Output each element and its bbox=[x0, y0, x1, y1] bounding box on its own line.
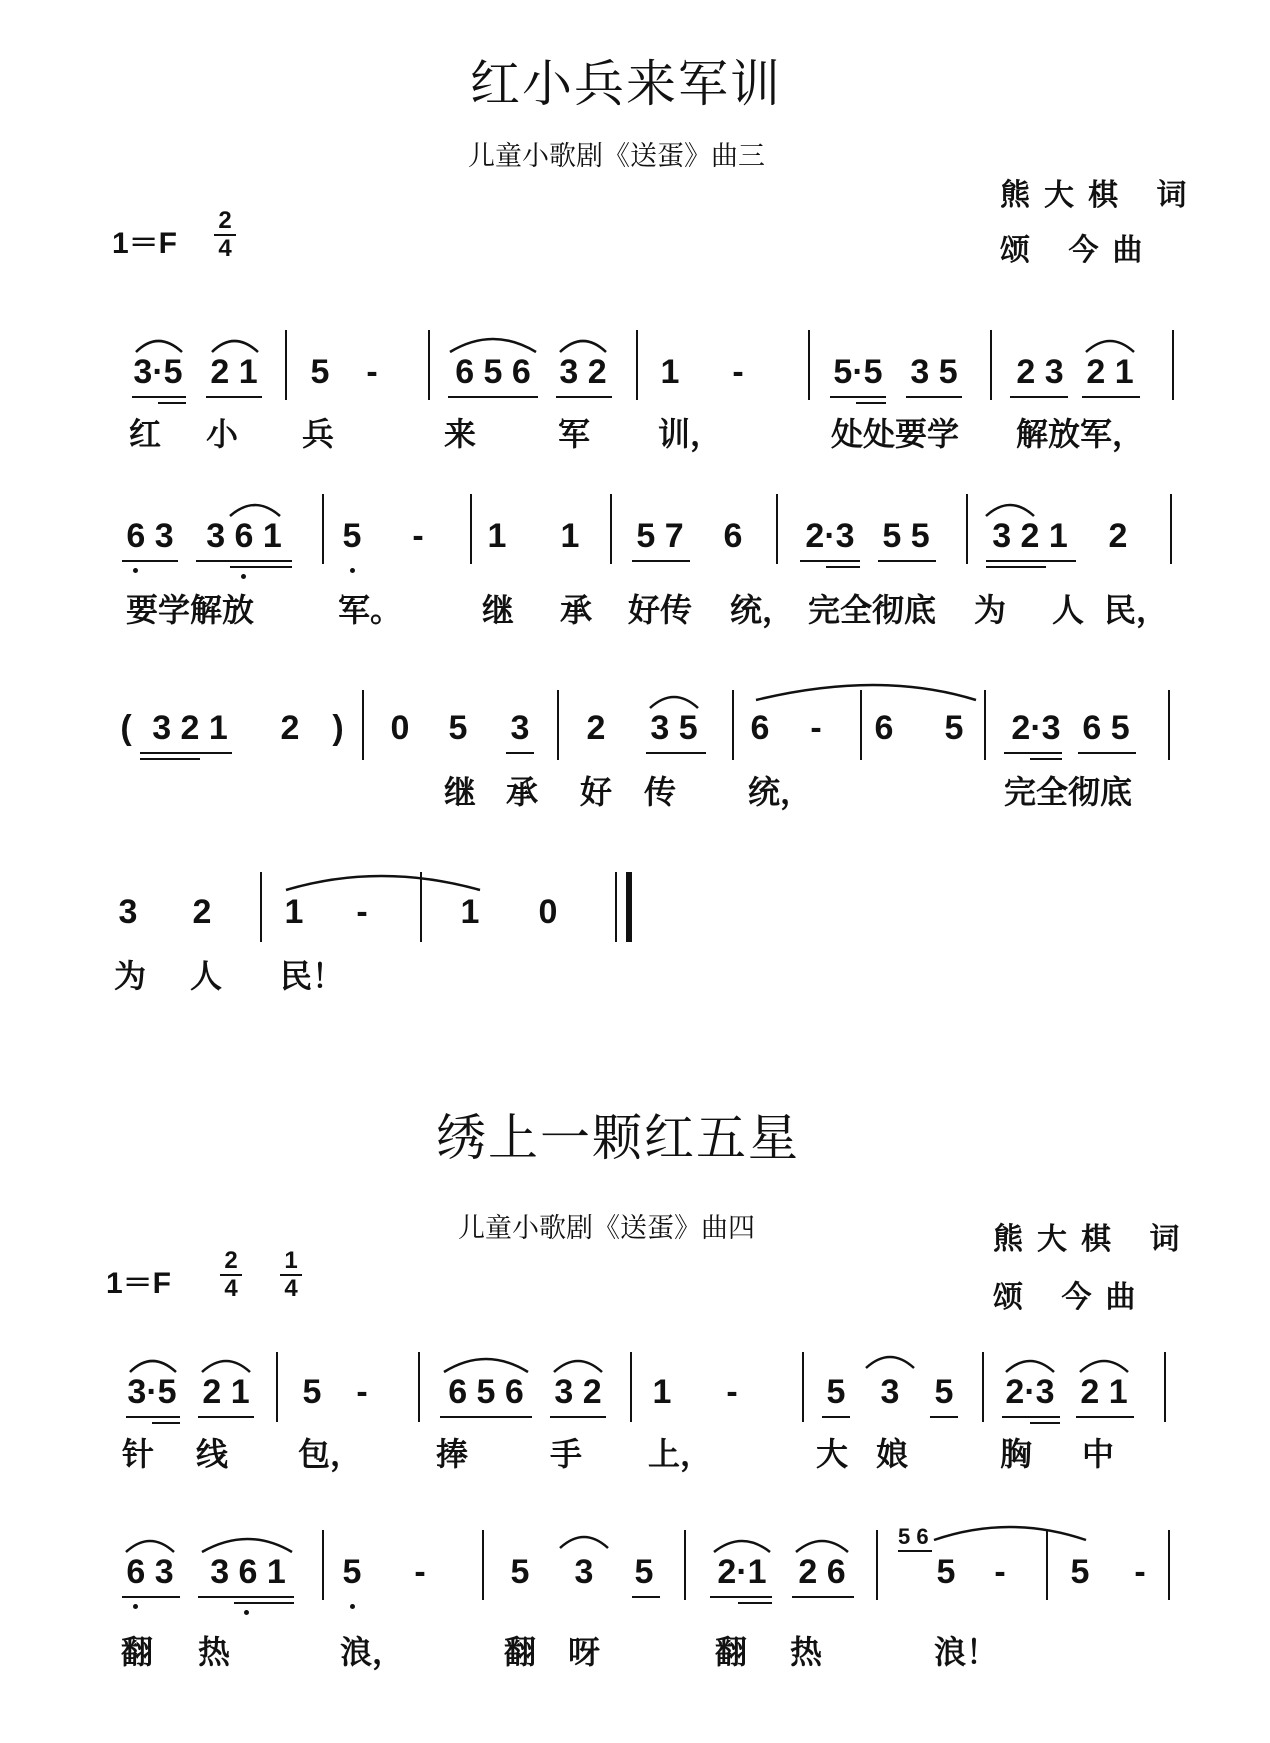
note-group: 3 5 bbox=[910, 353, 958, 391]
note-group: 2·3 bbox=[1011, 709, 1061, 747]
note-group: 2·3 bbox=[805, 517, 855, 555]
lyric: 民， bbox=[1103, 591, 1169, 629]
song2-key: 1＝F bbox=[106, 1267, 172, 1300]
lyric: 翻 bbox=[120, 1633, 154, 1671]
note-group: 6 5 6 bbox=[448, 1373, 524, 1411]
note-group: 3·5 bbox=[133, 353, 183, 391]
time-sig-denominator: 4 bbox=[284, 1275, 298, 1302]
lyric: 为 bbox=[973, 591, 1007, 629]
song1-key: 1＝F bbox=[112, 227, 178, 260]
lyric: 浪！ bbox=[933, 1633, 999, 1671]
song1-title: 红小兵来军训 bbox=[470, 55, 782, 113]
lyric: 胸 bbox=[999, 1435, 1033, 1473]
lyric: 要学解放 bbox=[125, 591, 255, 629]
lyric: 为 bbox=[113, 957, 147, 995]
note-group: - bbox=[732, 353, 744, 391]
lyric: 承 bbox=[559, 591, 593, 629]
note-group: - bbox=[356, 893, 368, 931]
note-group: 2·3 bbox=[1005, 1373, 1055, 1411]
note-group: - bbox=[726, 1373, 738, 1411]
lyric: 承 bbox=[505, 773, 539, 811]
note-group: 2·1 bbox=[717, 1553, 767, 1591]
lyric: 翻 bbox=[714, 1633, 748, 1671]
note-group: 2 6 bbox=[798, 1553, 846, 1591]
time-sig-denominator: 4 bbox=[224, 1275, 238, 1302]
lyric: 捧 bbox=[435, 1435, 469, 1473]
lyric: 人 bbox=[1051, 591, 1085, 629]
note-group: 6 bbox=[750, 709, 770, 747]
grace-notes: 5 6 bbox=[898, 1524, 929, 1549]
lyric: 翻 bbox=[503, 1633, 537, 1671]
note-group: 2 1 bbox=[202, 1373, 250, 1411]
lyric: 上， bbox=[647, 1435, 713, 1473]
lyric: 完全彻底 bbox=[1003, 773, 1133, 811]
note-group: 0 bbox=[390, 709, 410, 747]
lyric: 好传 bbox=[627, 591, 693, 629]
time-sig-numerator: 2 bbox=[224, 1247, 238, 1274]
lyric: 娘 bbox=[875, 1435, 909, 1473]
lyric: 训， bbox=[657, 415, 723, 453]
lyric: 小 bbox=[205, 415, 239, 453]
note-group: - bbox=[1134, 1553, 1146, 1591]
note-group: 5 bbox=[342, 1553, 362, 1591]
note-group: - bbox=[810, 709, 822, 747]
note-group: 3·5 bbox=[127, 1373, 177, 1411]
note-group: 2 1 bbox=[210, 353, 258, 391]
lyric: 解放军， bbox=[1015, 415, 1145, 453]
song2-composer: 颂 今曲 bbox=[993, 1280, 1150, 1315]
lyric: 传 bbox=[643, 773, 677, 811]
note-group: 6 5 bbox=[1082, 709, 1130, 747]
note-group: 0 bbox=[538, 893, 558, 931]
note-group: - bbox=[412, 517, 424, 555]
note-group: 5 bbox=[936, 1553, 956, 1591]
note-group: 1 bbox=[487, 517, 507, 555]
note-group: 3 2 bbox=[559, 353, 607, 391]
note-group: 5 bbox=[448, 709, 468, 747]
note-group: 5 bbox=[302, 1373, 322, 1411]
song2-lyricist: 熊大棋 词 bbox=[993, 1222, 1194, 1257]
song1-lyricist: 熊大棋 词 bbox=[1000, 178, 1201, 213]
note-group: 2 1 bbox=[1086, 353, 1134, 391]
note-group: - bbox=[414, 1553, 426, 1591]
note-group: 3 6 1 bbox=[206, 517, 282, 555]
note-group: 6 3 bbox=[126, 1553, 174, 1591]
note-group: 1 bbox=[560, 517, 580, 555]
note-group: - bbox=[356, 1373, 368, 1411]
note-group: 1 bbox=[460, 893, 480, 931]
note-group: 6 bbox=[723, 517, 743, 555]
lyric: 民！ bbox=[279, 957, 345, 995]
note-group: 3 bbox=[880, 1373, 900, 1411]
lyric: 包， bbox=[297, 1435, 363, 1473]
lyric: 大 bbox=[815, 1435, 849, 1473]
note-group: 3 bbox=[118, 893, 138, 931]
paren-close: ) bbox=[332, 709, 344, 747]
song1-subtitle: 儿童小歌剧《送蛋》曲三 bbox=[468, 141, 765, 172]
time-sig-numerator: 2 bbox=[218, 207, 232, 234]
lyric: 军。 bbox=[337, 591, 403, 629]
note-group: 5 bbox=[944, 709, 964, 747]
lyric: 统， bbox=[729, 591, 795, 629]
note-group: - bbox=[366, 353, 378, 391]
note-group: 5 7 bbox=[636, 517, 684, 555]
lyric: 线 bbox=[195, 1435, 229, 1473]
note-group: 2 3 bbox=[1016, 353, 1064, 391]
lyric: 好 bbox=[579, 773, 613, 811]
paren-open: ( bbox=[120, 709, 132, 747]
note-group: 5 bbox=[826, 1373, 846, 1411]
lyric: 继 bbox=[481, 591, 515, 629]
note-group: 3 2 1 bbox=[992, 517, 1068, 555]
note-group: 2 bbox=[586, 709, 606, 747]
lyric: 呀 bbox=[567, 1633, 601, 1671]
note-group: - bbox=[994, 1553, 1006, 1591]
lyric: 来 bbox=[443, 415, 477, 453]
note-group: 1 bbox=[284, 893, 304, 931]
lyric: 中 bbox=[1081, 1435, 1115, 1473]
time-sig-numerator: 1 bbox=[284, 1247, 298, 1274]
lyric: 热 bbox=[197, 1633, 231, 1671]
note-group: 6 3 bbox=[126, 517, 174, 555]
note-group: 5 bbox=[934, 1373, 954, 1411]
note-group: 5 bbox=[310, 353, 330, 391]
note-group: 6 bbox=[874, 709, 894, 747]
lyric: 兵 bbox=[301, 415, 335, 453]
lyric: 继 bbox=[443, 773, 477, 811]
note-group: 3 6 1 bbox=[210, 1553, 286, 1591]
note-group: 3 bbox=[574, 1553, 594, 1591]
time-sig-denominator: 4 bbox=[218, 235, 232, 262]
lyric: 手 bbox=[549, 1435, 583, 1473]
song2-subtitle: 儿童小歌剧《送蛋》曲四 bbox=[458, 1213, 755, 1244]
note-group: 1 bbox=[660, 353, 680, 391]
note-group: 6 5 6 bbox=[455, 353, 531, 391]
note-group: 2 1 bbox=[1080, 1373, 1128, 1411]
note-group: 3 bbox=[510, 709, 530, 747]
note-group: 5·5 bbox=[833, 353, 883, 391]
note-group: 3 2 1 bbox=[152, 709, 228, 747]
note-group: 2 bbox=[1108, 517, 1128, 555]
note-group: 5 bbox=[342, 517, 362, 555]
note-group: 3 5 bbox=[650, 709, 698, 747]
song2-title: 绣上一颗红五星 bbox=[436, 1109, 800, 1167]
note-group: 3 2 bbox=[554, 1373, 602, 1411]
note-group: 2 bbox=[192, 893, 212, 931]
lyric: 统， bbox=[747, 773, 813, 811]
note-group: 5 bbox=[1070, 1553, 1090, 1591]
note-group: 5 bbox=[510, 1553, 530, 1591]
lyric: 热 bbox=[789, 1633, 823, 1671]
note-group: 2 bbox=[280, 709, 300, 747]
note-group: 5 5 bbox=[882, 517, 930, 555]
lyric: 人 bbox=[189, 957, 223, 995]
lyric: 完全彻底 bbox=[807, 591, 937, 629]
note-group: 5 bbox=[634, 1553, 654, 1591]
lyric: 军 bbox=[557, 415, 591, 453]
lyric: 红 bbox=[128, 415, 162, 453]
lyric: 处处要学 bbox=[830, 415, 960, 453]
song1-composer: 颂 今曲 bbox=[1000, 233, 1157, 268]
lyric: 浪， bbox=[339, 1633, 405, 1671]
note-group: 1 bbox=[652, 1373, 672, 1411]
lyric: 针 bbox=[121, 1435, 155, 1473]
